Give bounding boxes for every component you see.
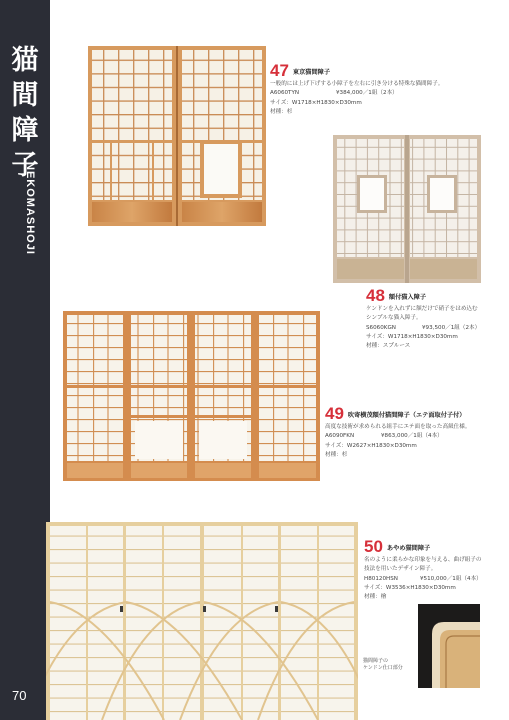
product-49-material: 材種：杉	[325, 451, 348, 458]
product-50-price: ¥510,000／1組（4本）	[420, 575, 482, 582]
product-50-size: サイズ：W3536×H1830×D30mm	[364, 584, 456, 591]
product-48-number: 48	[366, 286, 385, 305]
detail-caption	[363, 658, 417, 672]
product-48-title: 額付猫入障子	[388, 294, 427, 301]
product-48-material: 材種：スプルース	[366, 343, 411, 350]
product-48-description-1: ケンドンを入れずに額だけで硝子をはめ込む	[366, 306, 478, 312]
sidebar	[0, 0, 50, 720]
product-47-title: 東京猫間障子	[292, 69, 331, 76]
title-kanji-1: 猫	[11, 45, 39, 76]
product-49-code: A6090FKN	[325, 433, 355, 440]
product-48-code: S6060KGN	[366, 324, 396, 331]
product-49-size: サイズ：W2627×H1830×D30mm	[325, 442, 417, 449]
product-47-material: 材種：杉	[270, 108, 293, 115]
detail-caption-line-2: ケンドン仕口部分	[363, 665, 403, 671]
product-48-price: ¥93,500／1組（2本）	[422, 324, 481, 331]
product-50-description-1: 名のように柔らかな印象を与える、曲げ組子の	[364, 557, 482, 563]
title-kanji-3: 障	[11, 115, 39, 146]
product-48-size: サイズ：W1718×H1830×D30mm	[366, 333, 458, 340]
product-50-photo	[46, 522, 358, 720]
title-kanji-2: 間	[11, 80, 39, 111]
title-romaji: NEKOMASHOJI	[24, 162, 36, 255]
product-47-number: 47	[270, 61, 289, 80]
product-48-info	[366, 287, 506, 351]
product-47-info	[270, 62, 500, 117]
product-50-number: 50	[364, 537, 383, 556]
detail-photo	[418, 604, 480, 688]
product-47-description: 一般的には上げ下げする小障子を左右に引き分ける特殊な猫間障子。	[270, 81, 444, 87]
product-49-number: 49	[325, 404, 344, 423]
product-50-description-2: 技法を用いたデザイン障子。	[364, 566, 437, 573]
detail-caption-line-1: 猫間障子の	[363, 658, 389, 664]
product-50-title: あやめ猫間障子	[386, 545, 431, 552]
product-48-description-2: シンプルな猫入障子。	[366, 315, 422, 322]
product-49-description: 高度な技術が求められる組手にエテ面を取った高級仕様。	[325, 424, 471, 430]
product-49-price: ¥863,000／1組（4本）	[381, 433, 443, 440]
title-kanji-4: 子	[11, 150, 39, 181]
product-48-photo	[333, 135, 481, 283]
product-50-info	[364, 538, 506, 602]
product-49-photo	[63, 311, 320, 481]
product-47-photo	[88, 46, 266, 226]
product-47-price: ¥384,000／1組（2本）	[336, 90, 398, 97]
page-number: 70	[12, 688, 27, 703]
product-47-size: サイズ：W1718×H1830×D30mm	[270, 99, 362, 106]
product-47-code: A6060TYN	[270, 90, 300, 97]
product-49-info	[325, 405, 505, 460]
product-49-title: 吹寄横茂額付猫間障子（エテ面取付子付）	[347, 412, 466, 419]
product-50-code: H80120HSN	[364, 575, 398, 582]
product-50-material: 材種：檜	[364, 594, 387, 601]
